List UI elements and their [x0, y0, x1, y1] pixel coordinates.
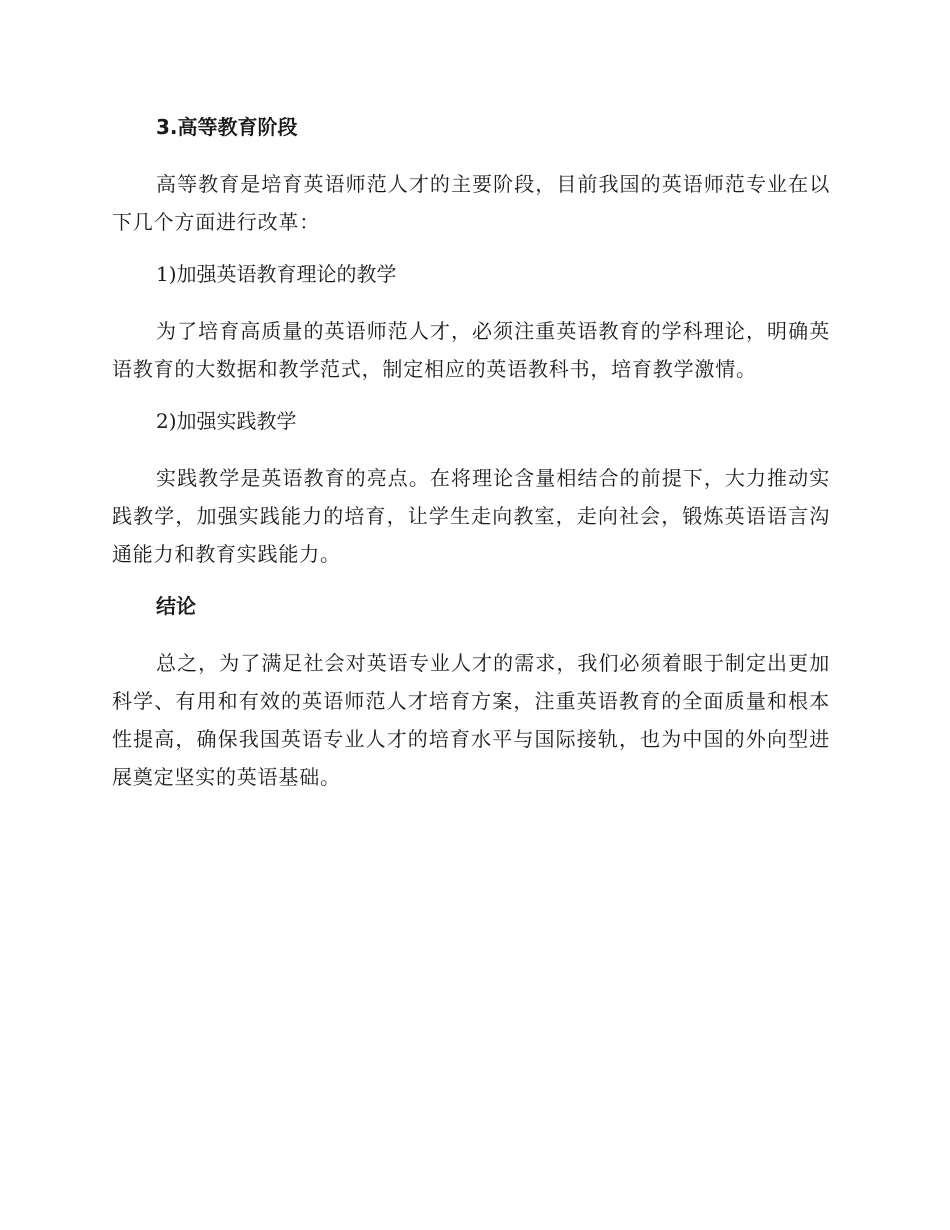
item1-heading: 1)加强英语教育理论的教学	[156, 262, 397, 286]
item2-heading: 2)加强实践教学	[156, 409, 297, 433]
intro-paragraph: 高等教育是培育英语师范人才的主要阶段，目前我国的英语师范专业在以下几个方面进行改革：	[112, 172, 830, 234]
section-heading: 3.高等教育阶段	[156, 115, 298, 139]
item1-paragraph: 为了培育高质量的英语师范人才，必须注重英语教育的学科理论，明确英语教育的大数据和教学范式，制定相应的英语教科书，培育教学激情。	[112, 319, 830, 381]
conclusion-heading: 结论	[156, 594, 196, 618]
document-body	[112, 111, 830, 813]
item2-paragraph: 实践教学是英语教育的亮点。在将理论含量相结合的前提下，大力推动实践教学，加强实践能力的培育，让学生走向教室，走向社会，锻炼英语语言沟通能力和教育实践能力。	[112, 466, 830, 566]
conclusion-paragraph: 总之，为了满足社会对英语专业人才的需求，我们必须着眼于制定出更加科学、有用和有效的英语师范人才培育方案，注重英语教育的全面质量和根本性提高，确保我国英语专业人才的培育水平与国际接轨，也为中国的外向型进展奠定坚实的英语基础。	[112, 651, 830, 789]
